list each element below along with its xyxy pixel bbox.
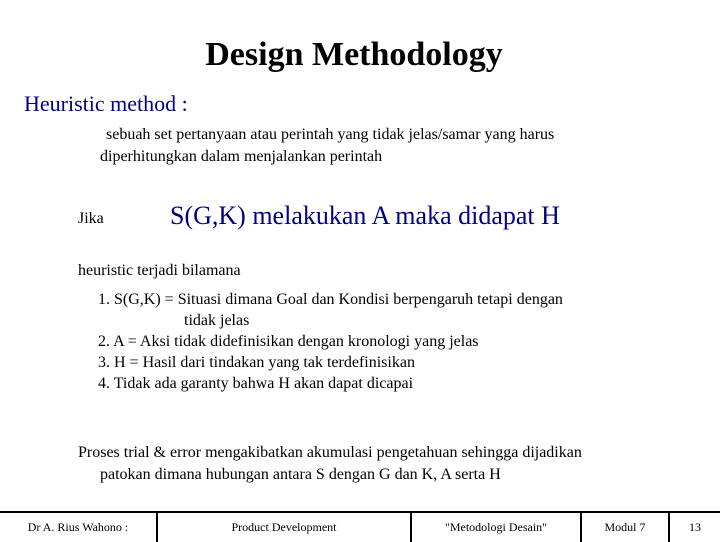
rule-formula: S(G,K) melakukan A maka didapat H bbox=[170, 201, 560, 230]
list-item: 1. S(G,K) = Situasi dimana Goal dan Kondisi berpengaruh tetapi dengan bbox=[98, 291, 563, 308]
list-item: tidak jelas bbox=[184, 312, 250, 329]
footer-course: Product Development bbox=[158, 513, 412, 542]
conditions-heading: heuristic terjadi bilamana bbox=[78, 262, 241, 279]
footer-author: Dr A. Rius Wahono : bbox=[0, 513, 158, 542]
section-subtitle: Heuristic method : bbox=[24, 91, 188, 116]
page-title: Design Methodology bbox=[205, 36, 503, 73]
proses-paragraph bbox=[78, 442, 668, 486]
footer-topic: "Metodologi Desain" bbox=[412, 513, 582, 542]
footer-page-number: 13 bbox=[689, 520, 701, 534]
rule-label: Jika bbox=[78, 210, 104, 227]
footer-module: Modul 7 bbox=[582, 513, 670, 542]
proses-line-1: Proses trial & error mengakibatkan akumulasi pengetahuan sehingga dijadikan bbox=[78, 444, 582, 461]
definition-text: sebuah set pertanyaan atau perintah yang tidak jelas/samar yang harus diperhitungkan dalam menjalankan perintah bbox=[100, 126, 555, 165]
list-item: 2. A = Aksi tidak didefinisikan dengan kronologi yang jelas bbox=[98, 333, 479, 350]
list-item: 3. H = Hasil dari tindakan yang tak terdefinisikan bbox=[98, 354, 415, 371]
footer-bar bbox=[0, 511, 720, 542]
list-item: 4. Tidak ada garanty bahwa H akan dapat dicapai bbox=[98, 375, 414, 392]
conditions-list bbox=[98, 289, 563, 394]
proses-line-2: patokan dimana hubungan antara S dengan G dan K, A serta H bbox=[100, 466, 501, 483]
